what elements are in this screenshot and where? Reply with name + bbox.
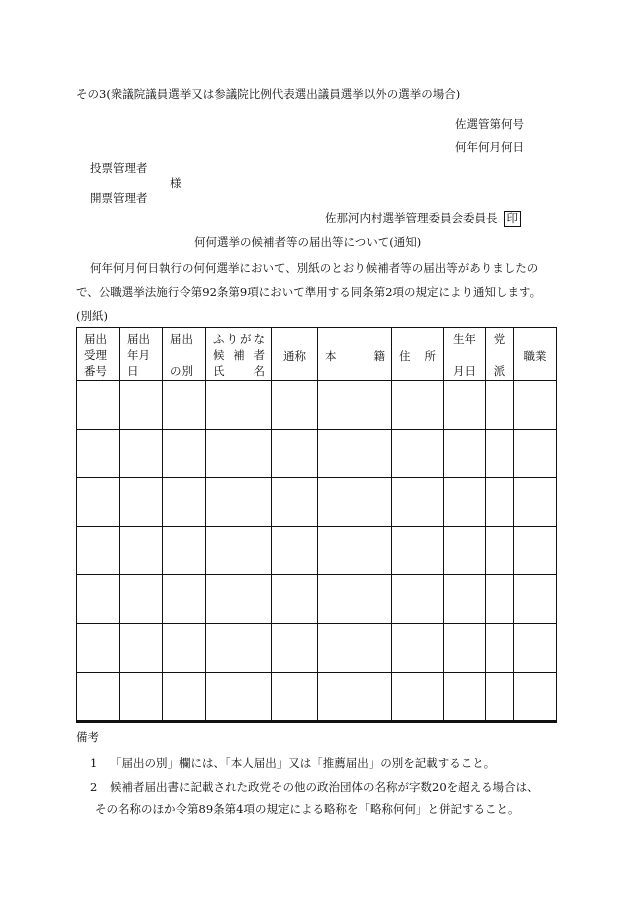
table-cell[interactable] (272, 526, 318, 575)
table-cell[interactable] (120, 526, 163, 575)
table-cell[interactable] (444, 672, 486, 722)
table-cell[interactable] (444, 575, 486, 624)
table-cell[interactable] (444, 381, 486, 430)
addressee-honorific: 様 (170, 176, 182, 190)
form-subtitle: その3(衆議院議員選挙又は参議院比例代表選出議員選挙以外の選挙の場合) (76, 87, 461, 101)
header-birth-date: 生年 月日 (444, 328, 486, 381)
table-cell[interactable] (444, 429, 486, 478)
header-candidate-name: ふ り が な 候 補 者 氏 名 (206, 328, 272, 381)
table-cell[interactable] (163, 623, 206, 672)
table-cell[interactable] (272, 575, 318, 624)
table-cell[interactable] (514, 478, 557, 527)
table-cell[interactable] (206, 672, 272, 722)
table-cell[interactable] (514, 429, 557, 478)
body-line-1: 何年何月何日執行の何何選挙において、別紙のとおり候補者等の届出等がありましたの (90, 261, 539, 275)
table-cell[interactable] (514, 526, 557, 575)
table-cell[interactable] (206, 478, 272, 527)
table-row (77, 381, 557, 430)
table-cell[interactable] (318, 429, 392, 478)
table-cell[interactable] (392, 575, 444, 624)
table-cell[interactable] (514, 623, 557, 672)
table-cell[interactable] (272, 623, 318, 672)
note-1-number: 1 (90, 756, 98, 770)
table-cell[interactable] (120, 672, 163, 722)
candidate-notification-table (76, 327, 557, 723)
header-registered-domicile: 本 籍 (318, 328, 392, 381)
table-cell[interactable] (163, 478, 206, 527)
table-cell[interactable] (318, 526, 392, 575)
table-cell[interactable] (206, 526, 272, 575)
table-cell[interactable] (120, 429, 163, 478)
table-cell[interactable] (486, 672, 514, 722)
table-cell[interactable] (206, 429, 272, 478)
sender-name: 佐那河内村選挙管理委員会委員長 (325, 211, 498, 225)
header-occupation: 職業 (514, 328, 557, 381)
table-cell[interactable] (77, 429, 120, 478)
table-cell[interactable] (392, 623, 444, 672)
table-cell[interactable] (444, 623, 486, 672)
note-1-text: 「届出の別」欄には、「本人届出」又は「推薦届出」の別を記載すること。 (110, 756, 496, 770)
table-cell[interactable] (318, 672, 392, 722)
table-cell[interactable] (318, 623, 392, 672)
addressee-counting-manager: 開票管理者 (90, 191, 148, 205)
table-header-row (77, 328, 557, 381)
table-cell[interactable] (77, 575, 120, 624)
sender-line (325, 211, 521, 227)
table-cell[interactable] (392, 478, 444, 527)
table-cell[interactable] (163, 672, 206, 722)
note-2-text: 候補者届出書に記載された政党その他の政治団体の名称が字数20を超える場合は、 (110, 780, 539, 794)
table-cell[interactable] (272, 672, 318, 722)
header-receipt-number: 届出 受理 番号 (77, 328, 120, 381)
table-cell[interactable] (206, 381, 272, 430)
table-row (77, 429, 557, 478)
table-cell[interactable] (486, 381, 514, 430)
table-cell[interactable] (486, 623, 514, 672)
table-cell[interactable] (514, 381, 557, 430)
table-cell[interactable] (486, 526, 514, 575)
note-2-continuation: その名称のほか令第89条第4項の規定による略称を「略称何何」と併記すること。 (95, 802, 520, 816)
table-body (77, 381, 557, 722)
table-cell[interactable] (272, 381, 318, 430)
document-title: 何何選挙の候補者等の届出等について(通知) (194, 235, 422, 249)
table-cell[interactable] (486, 478, 514, 527)
table-cell[interactable] (120, 478, 163, 527)
header-party: 党 派 (486, 328, 514, 381)
document-date: 何年何月何日 (455, 140, 524, 154)
table-cell[interactable] (392, 672, 444, 722)
table-cell[interactable] (163, 381, 206, 430)
table-cell[interactable] (444, 478, 486, 527)
table-row (77, 526, 557, 575)
table-cell[interactable] (206, 623, 272, 672)
table-cell[interactable] (318, 575, 392, 624)
seal-mark: 印 (504, 211, 522, 227)
header-common-name: 通称 (272, 328, 318, 381)
table-cell[interactable] (318, 478, 392, 527)
table-cell[interactable] (514, 575, 557, 624)
table-cell[interactable] (514, 672, 557, 722)
note-2-number: 2 (90, 780, 98, 794)
table-cell[interactable] (392, 526, 444, 575)
table-cell[interactable] (120, 623, 163, 672)
table-cell[interactable] (163, 575, 206, 624)
table-cell[interactable] (486, 575, 514, 624)
notes-heading: 備考 (76, 730, 99, 744)
body-line-2: で、公職選挙法施行令第92条第9項において準用する同条第2項の規定により通知します。 (76, 285, 542, 299)
table-row (77, 623, 557, 672)
table-cell[interactable] (163, 526, 206, 575)
header-address: 住 所 (392, 328, 444, 381)
table-cell[interactable] (392, 381, 444, 430)
header-filing-date: 届出 年月 日 (120, 328, 163, 381)
table-cell[interactable] (77, 623, 120, 672)
table-cell[interactable] (318, 381, 392, 430)
header-filing-type: 届出 の別 (163, 328, 206, 381)
table-cell[interactable] (272, 429, 318, 478)
table-cell[interactable] (392, 429, 444, 478)
attachment-label: (別紙) (76, 309, 108, 323)
table-cell[interactable] (120, 381, 163, 430)
table-cell[interactable] (163, 429, 206, 478)
table-row (77, 575, 557, 624)
table-cell[interactable] (77, 478, 120, 527)
table-row (77, 672, 557, 722)
table-cell[interactable] (77, 526, 120, 575)
table-cell[interactable] (120, 575, 163, 624)
table-cell[interactable] (444, 526, 486, 575)
table-row (77, 478, 557, 527)
document-number: 佐選管第何号 (455, 117, 524, 131)
table-cell[interactable] (486, 429, 514, 478)
table-cell[interactable] (206, 575, 272, 624)
table-cell[interactable] (77, 381, 120, 430)
table-cell[interactable] (77, 672, 120, 722)
addressee-voting-manager: 投票管理者 (90, 161, 148, 175)
table-cell[interactable] (272, 478, 318, 527)
